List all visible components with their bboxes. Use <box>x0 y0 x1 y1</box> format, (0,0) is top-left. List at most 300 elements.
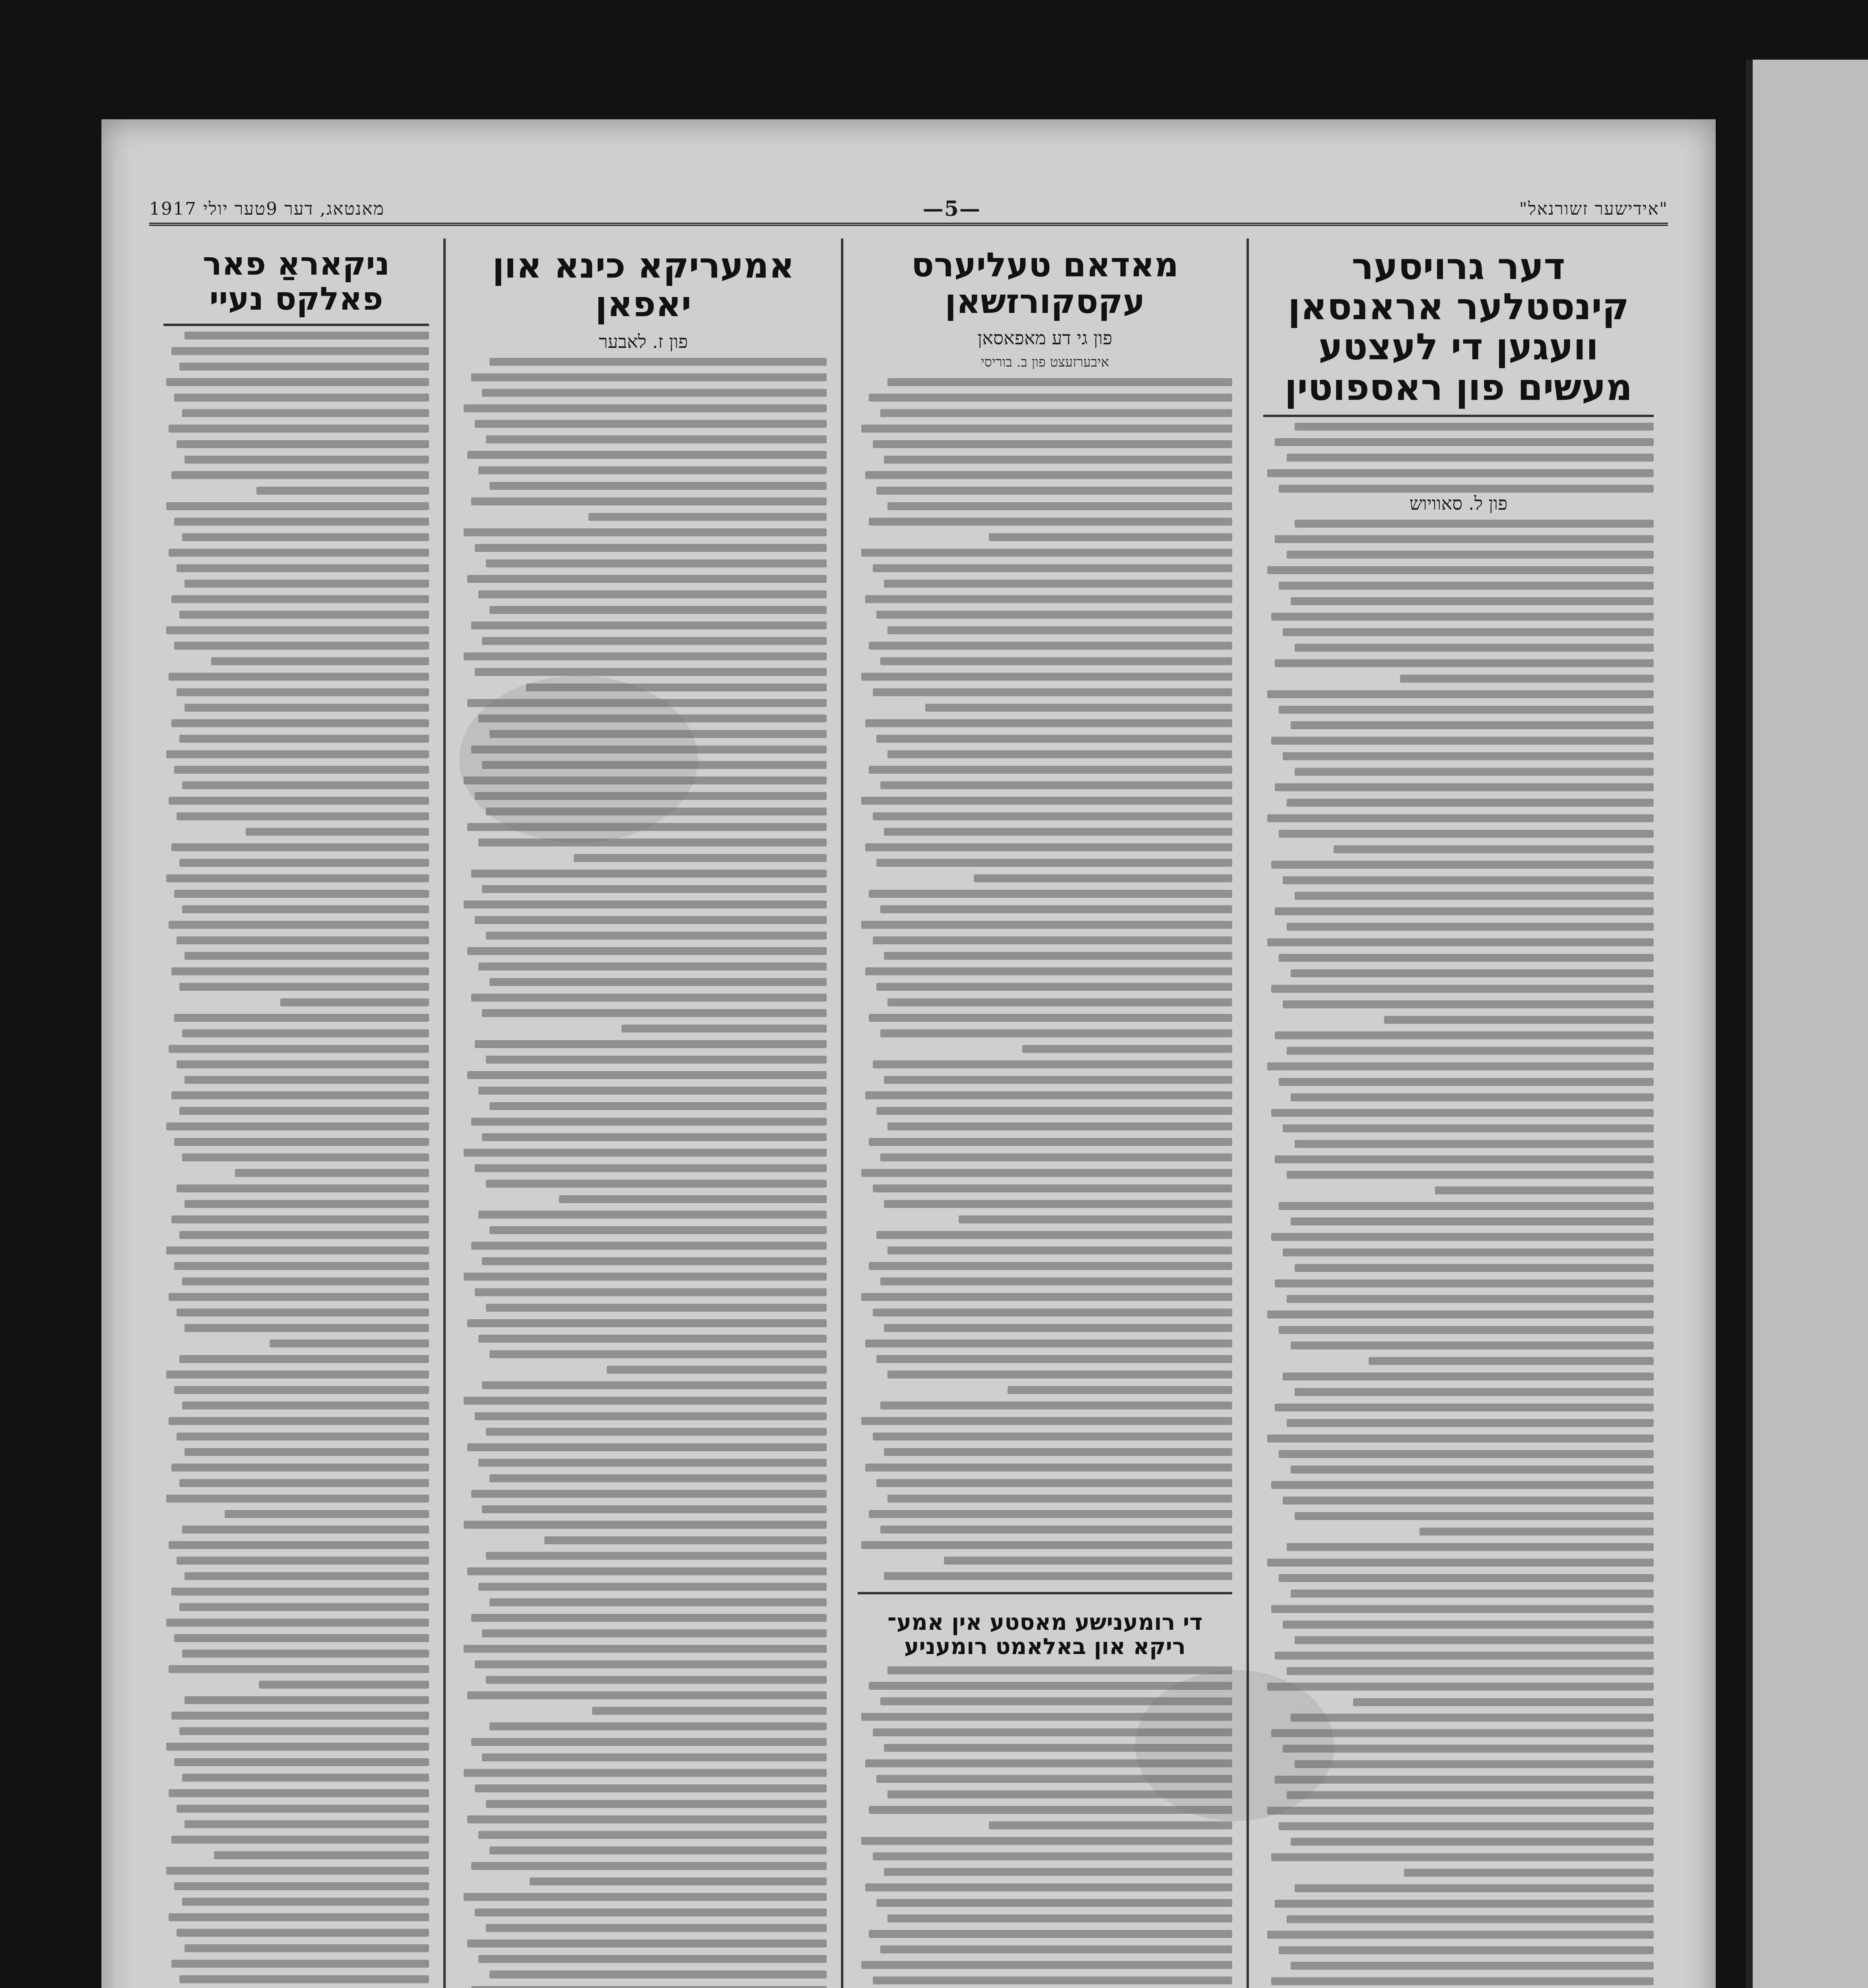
text-line <box>887 1371 1232 1378</box>
text-line <box>1271 1977 1654 1985</box>
text-line <box>559 1195 827 1203</box>
text-line <box>1334 845 1654 853</box>
text-line <box>486 932 827 940</box>
text-line <box>1287 923 1654 931</box>
text-line <box>865 719 1232 727</box>
text-line <box>861 673 1232 681</box>
text-line <box>880 1029 1232 1037</box>
text-line <box>887 1666 1232 1674</box>
text-line <box>869 642 1232 650</box>
text-line <box>1295 1512 1654 1520</box>
text-line <box>1291 1093 1654 1101</box>
text-line <box>467 1567 827 1575</box>
text-line <box>166 1371 429 1378</box>
text-line <box>471 1862 827 1870</box>
text-line <box>184 1076 429 1084</box>
text-line <box>884 1744 1232 1752</box>
text-line <box>865 471 1232 479</box>
text-line <box>179 363 429 371</box>
text-line <box>1295 1388 1654 1396</box>
text-line <box>1295 1140 1654 1148</box>
text-line <box>869 890 1232 898</box>
text-line <box>1271 861 1654 869</box>
text-line <box>478 1459 827 1467</box>
text-line <box>1283 628 1654 636</box>
text-line <box>869 518 1232 526</box>
text-line <box>174 1014 429 1022</box>
text-line <box>865 1759 1232 1767</box>
text-line <box>1271 1853 1654 1861</box>
text-line <box>1267 1310 1654 1318</box>
running-head-date: מאנטאג, דער 9טער יולי 1917 <box>149 198 384 219</box>
page-number: —5— <box>922 196 981 221</box>
text-line <box>1283 1745 1654 1753</box>
text-line <box>177 440 429 448</box>
text-line <box>1279 485 1654 493</box>
text-line <box>1279 830 1654 838</box>
divider <box>163 324 429 326</box>
text-line <box>876 487 1232 495</box>
text-line <box>1267 938 1654 946</box>
text-line <box>884 580 1232 588</box>
text-line <box>1275 438 1654 446</box>
text-line <box>171 471 429 479</box>
text-line <box>166 502 429 510</box>
text-line <box>464 777 827 784</box>
text-line <box>1267 566 1654 574</box>
text-line <box>467 699 827 707</box>
text-line <box>177 1309 429 1316</box>
text-line <box>1291 1714 1654 1722</box>
text-line <box>887 1914 1232 1922</box>
text-line <box>182 1898 429 1906</box>
text-line <box>873 1309 1232 1316</box>
text-line <box>887 1790 1232 1798</box>
text-line <box>475 1784 827 1792</box>
text-line <box>171 1091 429 1099</box>
text-line <box>526 683 827 691</box>
text-line <box>869 394 1232 402</box>
text-line <box>869 1510 1232 1518</box>
text-line <box>182 1526 429 1534</box>
text-line <box>865 843 1232 851</box>
text-line <box>861 549 1232 557</box>
text-line <box>169 1665 429 1673</box>
text-line <box>482 1257 827 1265</box>
text-line <box>166 1619 429 1627</box>
article-headline: מאדאם טעליערס עקסקורזשאן <box>911 245 1179 321</box>
text-line <box>280 998 429 1006</box>
text-line <box>169 1293 429 1301</box>
text-line <box>1271 1233 1654 1241</box>
text-line <box>177 1060 429 1068</box>
text-line <box>873 688 1232 696</box>
text-line <box>177 1557 429 1565</box>
text-line <box>959 1215 1232 1223</box>
text-line <box>1291 969 1654 977</box>
text-line <box>1279 1078 1654 1086</box>
text-line <box>171 967 429 975</box>
text-line <box>1275 1900 1654 1908</box>
text-line <box>179 1479 429 1487</box>
text-line <box>475 1040 827 1048</box>
text-line <box>471 1490 827 1498</box>
text-line <box>869 766 1232 774</box>
text-line <box>171 1588 429 1596</box>
text-line <box>1400 675 1654 683</box>
text-line <box>1267 814 1654 822</box>
text-line <box>184 1448 429 1456</box>
text-line <box>1283 1373 1654 1380</box>
text-line <box>214 1851 429 1859</box>
text-line <box>1283 1000 1654 1008</box>
article-body-text <box>858 378 1232 1580</box>
text-line <box>174 394 429 402</box>
text-line <box>865 595 1232 603</box>
article-nicaragua <box>149 239 443 1988</box>
text-line <box>1267 1559 1654 1567</box>
article-rasputin <box>1247 239 1668 1988</box>
text-line <box>880 1277 1232 1285</box>
text-line <box>471 1614 827 1622</box>
text-line <box>1022 1045 1232 1053</box>
text-line <box>467 1443 827 1451</box>
text-line <box>873 1184 1232 1192</box>
text-line <box>464 652 827 660</box>
text-line <box>1275 783 1654 791</box>
text-line <box>1353 1698 1654 1706</box>
text-line <box>887 502 1232 510</box>
text-line <box>876 1775 1232 1783</box>
text-line <box>182 1402 429 1409</box>
text-line <box>179 1231 429 1239</box>
text-line <box>1283 1497 1654 1505</box>
text-line <box>925 704 1232 712</box>
text-line <box>471 373 827 381</box>
text-line <box>869 1262 1232 1270</box>
text-line <box>1271 613 1654 621</box>
text-line <box>489 1971 827 1978</box>
text-line <box>876 1231 1232 1239</box>
text-line <box>182 781 429 789</box>
text-line <box>179 983 429 991</box>
text-line <box>174 1634 429 1642</box>
text-line <box>177 1929 429 1937</box>
text-line <box>471 746 827 753</box>
text-line <box>884 1076 1232 1084</box>
text-line <box>873 812 1232 820</box>
adjacent-page-strip <box>1746 60 1868 1988</box>
text-line <box>588 513 827 521</box>
text-line <box>179 859 429 867</box>
text-line <box>486 808 827 815</box>
text-line <box>482 1133 827 1141</box>
text-line <box>184 1200 429 1208</box>
text-line <box>471 1986 827 1988</box>
text-line <box>592 1707 827 1715</box>
text-line <box>989 1821 1232 1829</box>
text-line <box>256 487 429 495</box>
text-line <box>1287 1419 1654 1427</box>
text-line <box>475 1288 827 1296</box>
article-body-text <box>163 332 429 1988</box>
text-line <box>869 1014 1232 1022</box>
text-line <box>869 1138 1232 1146</box>
text-line <box>486 1552 827 1560</box>
text-line <box>876 1899 1232 1907</box>
text-line <box>1271 1729 1654 1737</box>
text-line <box>166 1122 429 1130</box>
article-headline: ניקאראַ פאר פאלקס נעיי <box>202 245 390 317</box>
text-line <box>1291 1466 1654 1474</box>
text-line <box>174 1262 429 1270</box>
text-line <box>1291 597 1654 605</box>
text-line <box>270 1340 429 1347</box>
text-line <box>486 435 827 443</box>
article-byline: פון ל. סאוויוש <box>1409 492 1508 514</box>
text-line <box>861 1417 1232 1425</box>
text-line <box>182 905 429 913</box>
newspaper-page <box>101 119 1716 1988</box>
text-line <box>166 874 429 882</box>
text-line <box>169 1789 429 1797</box>
text-line <box>467 1071 827 1079</box>
text-line <box>1283 752 1654 760</box>
text-line <box>1295 423 1654 431</box>
text-line <box>1287 454 1654 462</box>
text-line <box>489 482 827 490</box>
text-line <box>1283 1621 1654 1629</box>
text-line <box>1295 1760 1654 1768</box>
text-line <box>607 1366 827 1374</box>
text-line <box>166 626 429 634</box>
text-line <box>1419 1528 1654 1536</box>
text-line <box>475 792 827 800</box>
text-line <box>884 1572 1232 1580</box>
text-line <box>184 704 429 712</box>
text-line <box>1295 768 1654 776</box>
text-line <box>974 874 1232 882</box>
text-line <box>1279 1822 1654 1830</box>
text-line <box>861 1837 1232 1845</box>
text-line <box>1291 1217 1654 1225</box>
text-line <box>1295 520 1654 528</box>
text-line <box>177 1184 429 1192</box>
text-line <box>1435 1186 1654 1194</box>
text-line <box>184 580 429 588</box>
text-line <box>182 1277 429 1285</box>
article-madame-tellegen <box>841 239 1247 1988</box>
text-line <box>1279 582 1654 590</box>
text-line <box>471 1738 827 1746</box>
text-line <box>1295 1264 1654 1272</box>
text-line <box>467 823 827 831</box>
text-line <box>179 1107 429 1115</box>
text-line <box>464 1769 827 1777</box>
text-line <box>880 781 1232 789</box>
text-line <box>174 518 429 526</box>
text-line <box>887 1246 1232 1254</box>
text-line <box>478 1335 827 1343</box>
text-line <box>861 1713 1232 1721</box>
text-line <box>475 544 827 552</box>
text-line <box>1271 1605 1654 1613</box>
text-line <box>171 843 429 851</box>
article-byline: פון ז. לאבער <box>598 330 688 352</box>
text-line <box>486 1304 827 1312</box>
text-line <box>876 1107 1232 1115</box>
text-line <box>182 1774 429 1782</box>
text-line <box>1287 1543 1654 1551</box>
text-line <box>482 637 827 645</box>
text-line <box>486 1676 827 1684</box>
text-line <box>467 1319 827 1327</box>
text-line <box>177 1805 429 1813</box>
text-line <box>1287 1915 1654 1923</box>
text-line <box>865 1883 1232 1891</box>
text-line <box>873 1728 1232 1736</box>
article-body-text <box>1263 520 1654 1988</box>
text-line <box>166 1867 429 1875</box>
text-line <box>1275 1652 1654 1660</box>
text-line <box>486 1800 827 1808</box>
text-line <box>184 1944 429 1952</box>
text-line <box>171 1464 429 1472</box>
text-line <box>1267 1062 1654 1070</box>
text-line <box>1287 551 1654 559</box>
text-line <box>184 332 429 340</box>
text-line <box>489 1474 827 1482</box>
text-line <box>489 978 827 986</box>
text-line <box>1287 1791 1654 1799</box>
text-line <box>169 1541 429 1549</box>
text-line <box>1267 1435 1654 1442</box>
article-intro-lines <box>1263 423 1654 493</box>
text-line <box>1275 907 1654 915</box>
text-line <box>174 1138 429 1146</box>
text-line <box>1271 1481 1654 1489</box>
text-line <box>182 1029 429 1037</box>
text-line <box>475 1412 827 1420</box>
text-line <box>166 378 429 386</box>
text-line <box>486 559 827 567</box>
text-line <box>876 1479 1232 1487</box>
text-line <box>1295 892 1654 900</box>
text-line <box>179 1603 429 1611</box>
text-line <box>467 1815 827 1823</box>
text-line <box>179 1355 429 1363</box>
divider <box>1263 415 1654 417</box>
text-line <box>574 854 827 862</box>
text-line <box>887 626 1232 634</box>
text-line <box>1291 721 1654 729</box>
text-line <box>1271 985 1654 993</box>
text-line <box>478 1087 827 1095</box>
text-line <box>1279 1450 1654 1458</box>
text-line <box>1275 1279 1654 1287</box>
text-line <box>184 1820 429 1828</box>
text-line <box>1279 954 1654 962</box>
text-line <box>179 1727 429 1735</box>
text-line <box>621 1025 827 1033</box>
text-line <box>184 1572 429 1580</box>
text-line <box>259 1681 429 1689</box>
text-line <box>482 885 827 893</box>
text-line <box>486 1428 827 1436</box>
text-line <box>861 425 1232 433</box>
text-line <box>478 466 827 474</box>
text-line <box>880 905 1232 913</box>
text-line <box>1267 1683 1654 1691</box>
text-line <box>489 1226 827 1234</box>
text-line <box>467 451 827 459</box>
text-line <box>475 1908 827 1916</box>
text-line <box>880 657 1232 665</box>
sub-article-body-text <box>858 1666 1232 1988</box>
text-line <box>467 947 827 955</box>
text-line <box>489 606 827 614</box>
text-line <box>174 1882 429 1890</box>
text-line <box>471 621 827 629</box>
text-line <box>171 347 429 355</box>
text-line <box>464 1893 827 1901</box>
article-headline: אמעריקא כינא און יאפאן <box>492 245 794 324</box>
text-line <box>464 1521 827 1529</box>
text-line <box>174 1386 429 1394</box>
text-line <box>464 1273 827 1281</box>
text-line <box>174 766 429 774</box>
text-line <box>482 389 827 397</box>
text-line <box>1384 1016 1654 1024</box>
text-line <box>876 735 1232 743</box>
text-line <box>235 1169 429 1177</box>
text-line <box>177 1433 429 1441</box>
text-line <box>169 673 429 681</box>
text-line <box>1279 1574 1654 1582</box>
text-line <box>169 425 429 433</box>
text-line <box>478 590 827 598</box>
text-line <box>478 963 827 971</box>
text-line <box>475 916 827 924</box>
text-line <box>169 797 429 805</box>
text-line <box>478 714 827 722</box>
text-line <box>884 1324 1232 1332</box>
text-line <box>486 1180 827 1188</box>
article-byline: פון גי דע מאפאסאן <box>977 327 1113 349</box>
text-line <box>1267 1931 1654 1939</box>
text-line <box>880 1945 1232 1953</box>
text-line <box>1287 1047 1654 1055</box>
text-line <box>464 901 827 909</box>
text-line <box>169 1913 429 1921</box>
article-america-china-japan <box>443 239 841 1988</box>
text-line <box>887 1495 1232 1503</box>
text-line <box>169 921 429 929</box>
text-line <box>174 642 429 650</box>
text-line <box>884 828 1232 836</box>
text-line <box>464 1149 827 1157</box>
text-line <box>184 456 429 464</box>
text-line <box>861 1961 1232 1969</box>
text-line <box>1279 1326 1654 1334</box>
text-line <box>876 611 1232 619</box>
text-line <box>166 1743 429 1751</box>
text-line <box>1008 1386 1232 1394</box>
text-line <box>1295 644 1654 652</box>
text-line <box>1404 1869 1654 1877</box>
text-line <box>467 1691 827 1699</box>
text-line <box>489 1102 827 1110</box>
